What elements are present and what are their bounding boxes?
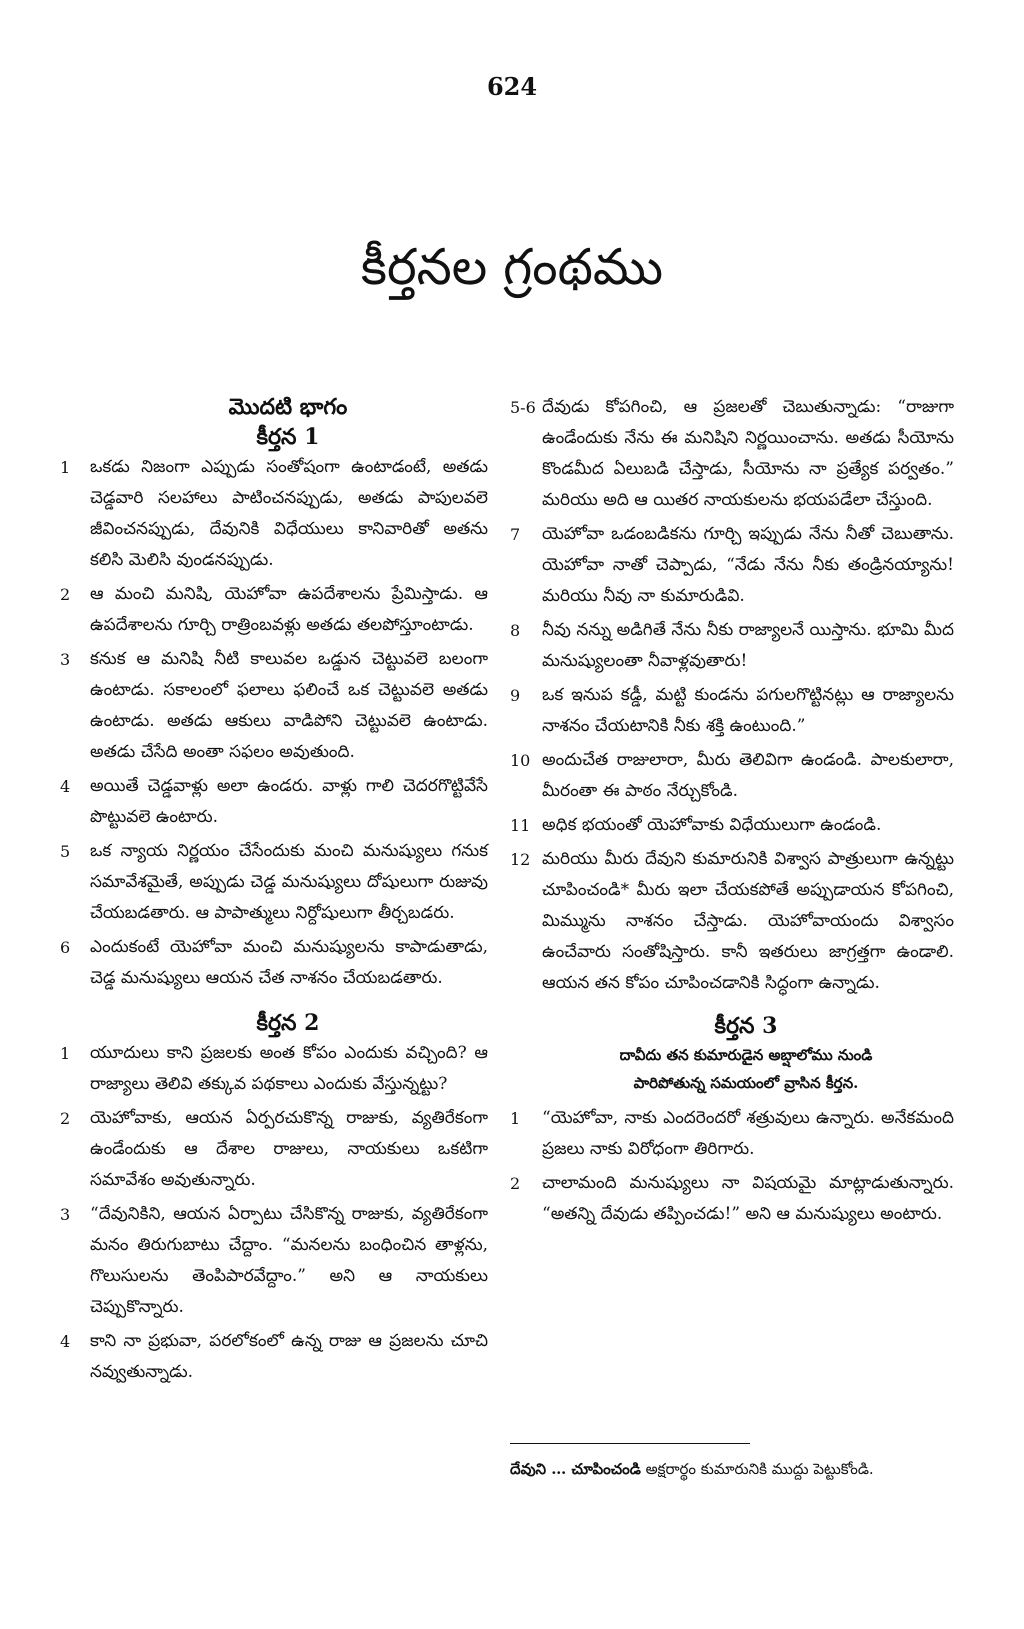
- verse: [60, 452, 488, 576]
- verse-text: దేవుడు కోపగించి, ఆ ప్రజలతో చెబుతున్నాడు: “రాజుగా ఉండేందుకు నేను ఈ మనిషిని నిర్ణయించాను. అతడు సీయోను కొండమీద ఏలుబడి చేస్తాడు, సీయోను నా ప్రత్యేక పర్వతం.” మరియు అది ఆ యితర నాయకులను భయపడేలా చేస్తుంది.: [542, 397, 954, 510]
- verse-number: 5-6: [510, 398, 536, 417]
- verse: [510, 810, 954, 841]
- psalm-superscription: [538, 1041, 954, 1097]
- verse-number: 5: [60, 842, 71, 861]
- verse-text: ఒకడు నిజంగా ఎప్పుడు సంతోషంగా ఉంటాడంటే, అతడు చెడ్డవారి సలహాలు పాటించనప్పుడు, అతడు పాపులవలె జీవించనప్పుడు, దేవునికి విధేయులు కానివారితో అతను కలిసి మెలిసి వుండనప్పుడు.: [90, 457, 488, 570]
- verse-text: “యెహోవా, నాకు ఎందరెందరో శత్రువులు ఉన్నారు. అనేకమంది ప్రజలు నాకు విరోధంగా తిరిగారు.: [542, 1108, 954, 1159]
- verse-text: మరియు మీరు దేవుని కుమారునికి విశ్వాస పాత్రులుగా ఉన్నట్టు చూపించండి* మీరు ఇలా చేయకపోతే అప్పుడాయన కోపగించి, మిమ్మును నాశనం చేస్తాడు. యెహోవాయందు విశ్వాసం ఉంచేవారు సంతోషిస్తారు. కానీ ఇతరులు జాగ్రత్తగా ఉండాలి. ఆయన తన కోపం చూపించడానికి సిద్ధంగా ఉన్నాడు.: [542, 849, 954, 993]
- verse: [60, 932, 488, 994]
- verse-number: 12: [510, 850, 531, 869]
- verse-number: 2: [60, 1109, 71, 1128]
- verse-number: 3: [60, 1205, 71, 1224]
- verse-text: యెహోవాకు, ఆయన ఏర్పరచుకొన్న రాజుకు, వ్యతిరేకంగా ఉండేందుకు ఆ దేశాల రాజులు, నాయకులు ఒకటిగా సమావేశం అవుతున్నారు.: [90, 1108, 488, 1190]
- verse: [60, 644, 488, 768]
- verse-text: నీవు నన్ను అడిగితే నేను నీకు రాజ్యాలనే యిస్తాను. భూమి మీద మనుష్యులంతా నీవాళ్లవుతారు!: [542, 620, 954, 671]
- verse: [60, 1103, 488, 1196]
- verse: [60, 771, 488, 833]
- verse-text: కాని నా ప్రభువా, పరలోకంలో ఉన్న రాజు ఆ ప్రజలను చూచి నవ్వుతున్నాడు.: [90, 1331, 488, 1382]
- verse-text: ఎందుకంటే యెహోవా మంచి మనుష్యులను కాపాడుతాడు, చెడ్డ మనుష్యులు ఆయన చేత నాశనం చేయబడతారు.: [90, 937, 488, 988]
- right-column: [510, 392, 954, 1233]
- verse-text: యెహోవా ఒడంబడికను గూర్చి ఇప్పుడు నేను నీతో చెబుతాను. యెహోవా నాతో చెప్పాడు, “నేడు నేను నీకు తండ్రినయ్యాను! మరియు నీవు నా కుమారుడివి.: [542, 524, 954, 606]
- verse: [60, 836, 488, 929]
- book-title: కీర్తనల గ్రంథము: [360, 238, 664, 296]
- verse-text: అయితే చెడ్డవాళ్లు అలా ఉండరు. వాళ్లు గాలి చెదరగొట్టివేసే పొట్టువలె ఉంటారు.: [90, 776, 488, 827]
- footnote-lemma: దేవుని … చూపించండి: [510, 1460, 641, 1478]
- verse-number: 8: [510, 621, 521, 640]
- verse-number: 4: [60, 1332, 71, 1351]
- verse-text: ఒక ఇనుప కడ్డీ, మట్టి కుండను పగులగొట్టినట్లు ఆ రాజ్యాలను నాశనం చేయటానికి నీకు శక్తి ఉంటుంది.”: [542, 685, 954, 736]
- superscription-line: దావీదు తన కుమారుడైన అబ్షాలోము నుండి: [619, 1046, 873, 1064]
- page-number: 624: [486, 72, 538, 101]
- verse-number: 11: [510, 816, 531, 835]
- verse-number: 1: [60, 1044, 71, 1063]
- verse-number: 9: [510, 686, 521, 705]
- part-title: మొదటి భాగం: [228, 394, 348, 420]
- verse-number: 1: [60, 458, 71, 477]
- footnote: [510, 1456, 954, 1482]
- verse: [510, 615, 954, 677]
- footnote-text: అక్షరార్థం కుమారునికి ముద్దు పెట్టుకోండి.: [640, 1460, 874, 1478]
- verse-text: ఆ మంచి మనిషి, యెహోవా ఉపదేశాలను ప్రేమిస్తాడు. ఆ ఉపదేశాలను గూర్చి రాత్రింబవళ్లు అతడు తలపోస్తూంటాడు.: [90, 584, 488, 635]
- verse: [510, 745, 954, 807]
- verse-number: 7: [510, 525, 521, 544]
- verse-number: 2: [60, 585, 71, 604]
- verse-number: 1: [510, 1109, 521, 1128]
- footnote-divider: [510, 1443, 750, 1444]
- verse: [510, 844, 954, 999]
- verse: [60, 1326, 488, 1388]
- verse-text: యూదులు కాని ప్రజలకు అంత కోపం ఎందుకు వచ్చింది? ఆ రాజ్యాలు తెలివి తక్కువ పథకాలు ఎందుకు వేస్తున్నట్టు?: [90, 1043, 488, 1094]
- verse: [60, 1038, 488, 1100]
- verse-text: “దేవునికిని, ఆయన ఏర్పాటు చేసికొన్న రాజుకు, వ్యతిరేకంగా మనం తిరుగుబాటు చేద్దాం. “మనలను బంధించిన తాళ్లను, గొలుసులను తెంపిపారవేద్దాం.” అని ఆ నాయకులు చెప్పుకొన్నారు.: [90, 1204, 488, 1317]
- left-column: [60, 392, 488, 1391]
- psalm-2-title: కీర్తన 2: [256, 1010, 320, 1036]
- verse: [510, 392, 954, 516]
- verse-text: కనుక ఆ మనిషి నీటి కాలువల ఒడ్డున చెట్టువలె బలంగా ఉంటాడు. సకాలంలో ఫలాలు ఫలించే ఒక చెట్టువలె అతడు ఉంటాడు. అతడు ఆకులు వాడిపోని చెట్టువలె ఉంటాడు. అతడు చేసేది అంతా సఫలం అవుతుంది.: [90, 649, 488, 762]
- verse: [510, 1103, 954, 1165]
- psalm-3-title: కీర్తన 3: [714, 1013, 778, 1039]
- verse-text: అధిక భయంతో యెహోవాకు విధేయులుగా ఉండండి.: [542, 815, 882, 835]
- verse: [510, 680, 954, 742]
- verse: [60, 1199, 488, 1323]
- verse-text: ఒక న్యాయ నిర్ణయం చేసేందుకు మంచి మనుష్యులు గనుక సమావేశమైతే, అప్పుడు చెడ్డ మనుష్యులు దోషులుగా రుజువు చేయబడతారు. ఆ పాపాత్ములు నిర్దోషులుగా తీర్చబడరు.: [90, 841, 488, 923]
- verse-text: చాలామంది మనుష్యులు నా విషయమై మాట్లాడుతున్నారు. “అతన్ని దేవుడు తప్పించడు!” అని ఆ మనుష్యులు అంటారు.: [542, 1173, 954, 1224]
- verse-number: 3: [60, 650, 71, 669]
- psalm-1-title: కీర్తన 1: [256, 424, 320, 450]
- verse: [510, 1168, 954, 1230]
- superscription-line: పారిపోతున్న సమయంలో వ్రాసిన కీర్తన.: [633, 1074, 859, 1092]
- verse-number: 10: [510, 751, 531, 770]
- verse-number: 4: [60, 777, 71, 796]
- verse-number: 6: [60, 938, 71, 957]
- verse: [510, 519, 954, 612]
- verse-number: 2: [510, 1174, 521, 1193]
- verse-text: అందుచేత రాజులారా, మీరు తెలివిగా ఉండండి. పాలకులారా, మీరంతా ఈ పాఠం నేర్చుకోండి.: [542, 750, 954, 801]
- verse: [60, 579, 488, 641]
